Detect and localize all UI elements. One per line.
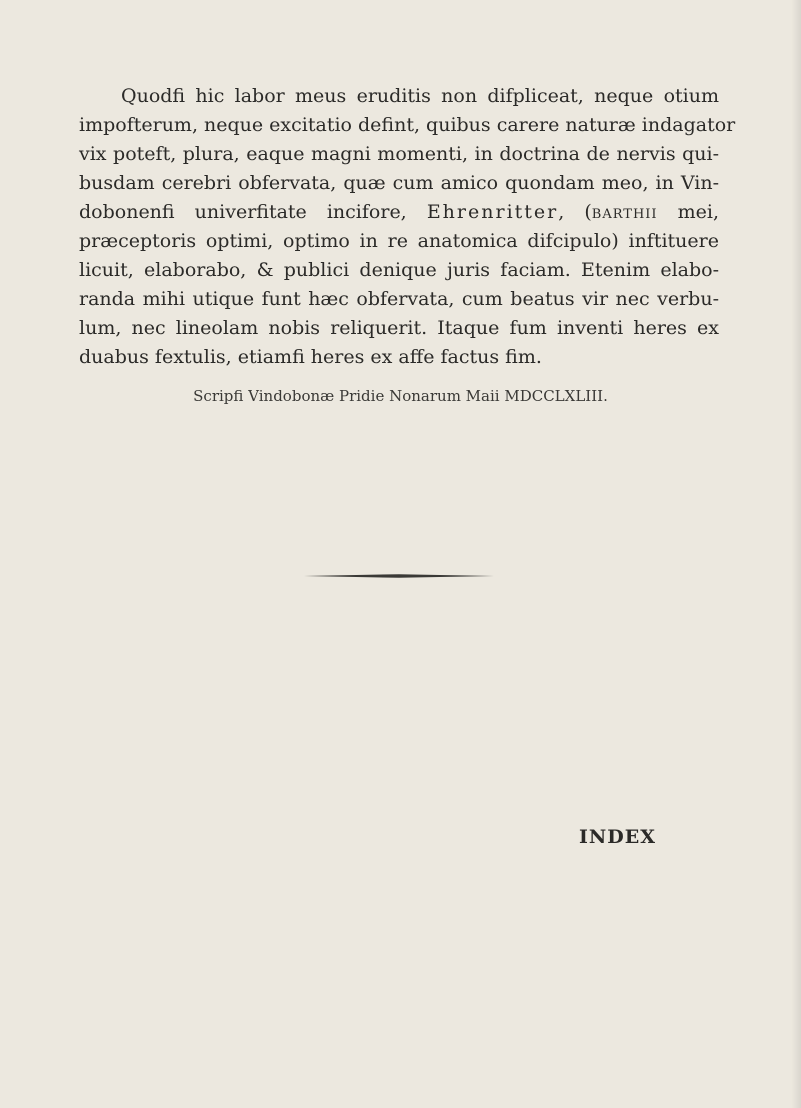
decorative-rule	[304, 574, 494, 578]
text-line: lum, nec lineolam nobis reliquerit. Itaque fum inventi heres ex	[79, 317, 719, 339]
text-line: præceptoris optimi, optimo in re anatomica difcipulo) inftituere	[79, 230, 719, 252]
text-line: duabus fextulis, etiamfi heres ex affe factus fim.	[79, 346, 542, 368]
text-fragment: mei,	[657, 201, 720, 223]
person-name-small-caps: barthii	[591, 201, 658, 223]
text-line: licuit, elaborabo, & publici denique juris faciam. Etenim elabo-	[79, 259, 719, 281]
person-name: Ehrenritter	[426, 201, 559, 223]
text-line: vix poteft, plura, eaque magni momenti, in doctrina de nervis qui-	[79, 143, 719, 165]
text-line: impofterum, neque excitatio defint, quibus carere naturæ indagator	[79, 114, 736, 136]
body-paragraph	[79, 82, 736, 372]
text-line	[79, 198, 719, 227]
text-line: busdam cerebri obfervata, quæ cum amico quondam meo, in Vin-	[79, 172, 719, 194]
text-line: randa mihi utique funt hæc obfervata, cum beatus vir nec verbu-	[79, 288, 719, 310]
signature-line: Scripfi Vindobonæ Pridie Nonarum Maii MDCCLXLIII.	[193, 387, 608, 405]
catchword: INDEX	[579, 826, 656, 848]
text-fragment: dobonenfi univerfitate incifore,	[79, 201, 407, 223]
text-fragment: , (	[558, 201, 592, 223]
text-line: Quodfi hic labor meus eruditis non difpliceat, neque otium	[121, 85, 719, 107]
